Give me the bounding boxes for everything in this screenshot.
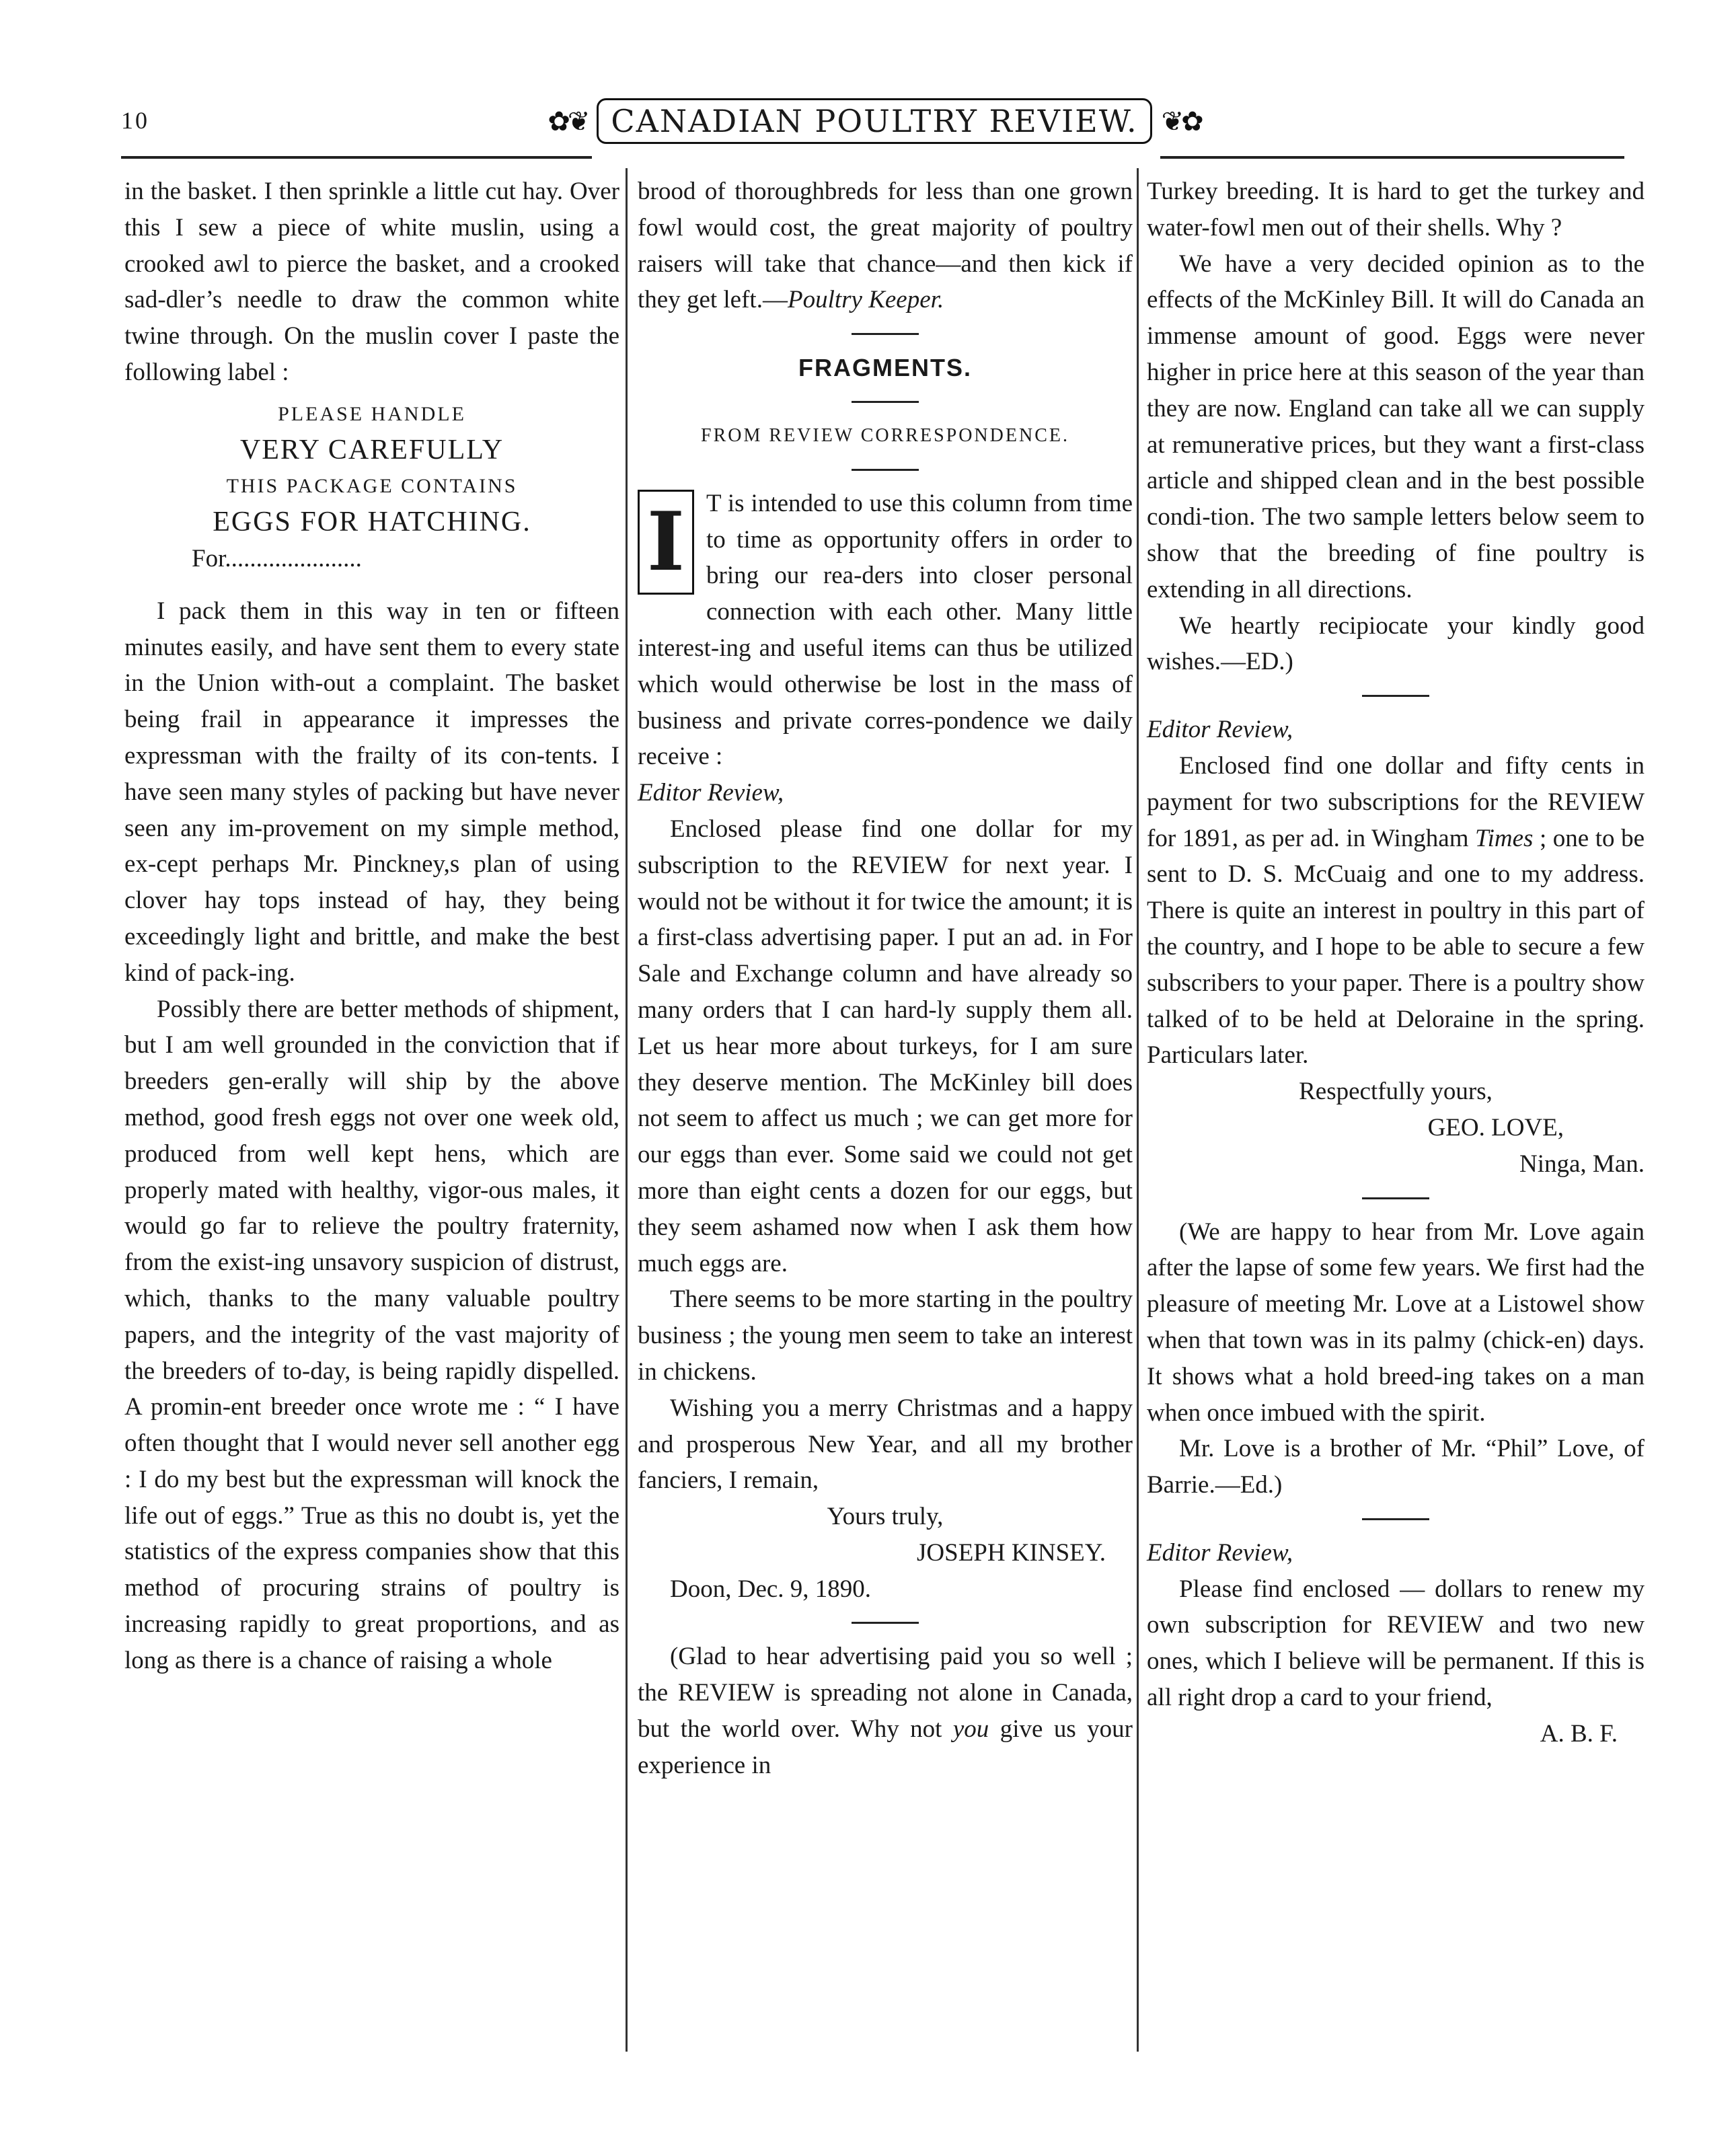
emphasis: Times (1475, 824, 1534, 852)
paragraph (638, 1639, 1133, 1783)
divider (1362, 695, 1429, 697)
salutation: Editor Review, (638, 779, 784, 807)
paragraph: (We are happy to hear from Mr. Love again after the lapse of some few years. We first had the pleasure of meeting Mr. Love at a Listowel show when that town was in its palmy (chick-en) days. It shows what a hold breed-ing takes on a man when once imbued with the spirit. (1147, 1218, 1645, 1427)
paragraph: T is intended to use this column from time to time as opportunity offers in order to bring our rea-ders into closer personal connection with each other. Many little interest-ing and useful items can thus be utilized which would otherwise be lost in the mass of business and private corres-pondence we daily receive : (638, 489, 1133, 771)
paragraph: Mr. Love is a brother of Mr. “Phil” Love, of Barrie.—Ed.) (1147, 1435, 1645, 1499)
column-3 (1147, 174, 1645, 1752)
paragraph-text: ; one to be sent to D. S. McCuaig and one to my address. There is quite an interest in poultry in this part of the country, and I hope to be able to secure a few subscribers to your paper. There is a poultry show talked of to be held at Deloraine in the spring. Particulars later. (1147, 824, 1645, 1070)
divider (852, 1622, 919, 1624)
label-line: THIS PACKAGE CONTAINS (226, 475, 518, 498)
label-line: EGGS FOR HATCHING. (213, 507, 531, 538)
divider (1362, 1518, 1429, 1520)
label-line: For...................... (192, 544, 362, 572)
label-line: VERY CAREFULLY (239, 434, 504, 465)
paragraph: Wishing you a merry Christmas and a happy and prosperous New Year, and all my brother fanciers, I remain, (638, 1394, 1133, 1495)
paragraph-text: (Glad to hear advertising paid you so well ; the REVIEW is spreading not alone in Canada, but the world over. Why not (638, 1643, 1133, 1744)
closing: Respectfully yours, (1299, 1078, 1493, 1106)
paragraph (1147, 748, 1645, 1074)
paragraph (638, 174, 1133, 318)
header-rule-left (121, 156, 592, 159)
column-divider-2 (1137, 168, 1139, 2052)
paragraph: in the basket. I then sprinkle a little cut hay. Over this I sew a piece of white muslin, using a crooked awl to pierce the basket, and a crooked sad-dler’s needle to draw the common white twine through. On the muslin cover I paste the following label : (124, 178, 619, 386)
divider (852, 333, 919, 335)
paragraph: We heartly recipiocate your kindly good wishes.—ED.) (1147, 611, 1645, 676)
paragraph-text: Enclosed find one dollar and fifty cents in payment for two subscriptions for the REVIEW for 1891, as per ad. in Wingham (1147, 751, 1645, 852)
ornament-left-icon: ✿❦ (548, 106, 588, 137)
closing: Yours truly, (827, 1503, 944, 1531)
initials: A. B. F. (1540, 1719, 1618, 1748)
masthead-title: CANADIAN POULTRY REVIEW. (597, 98, 1152, 144)
section-subheading: FROM REVIEW CORRESPONDENCE. (701, 424, 1069, 446)
paragraph: Possibly there are better methods of shipment, but I am well grounded in the conviction that if breeders gen-erally will ship by the above method, good fresh eggs not over one week old, produced from well kept hens, which are properly mated with healthy, vigor-ous males, it would go far to relieve the poultry fraternity, from the exist-ing unsavory suspicion of distrust, which, thanks to the many valuable poultry papers, and the integrity of the vast majority of the breeders of to-day, is being rapidly dispelled. A promin-ent breeder once wrote me : “ I have often thought that I would never sell another egg : I do my best but the expressman will knock the life out of eggs.” True as this no doubt is, yet the statistics of the express companies show that this method of procuring strains of poultry is increasing rapidly to great proportions, and as long as there is a chance of raising a whole (124, 995, 619, 1674)
divider (852, 469, 919, 471)
paragraph-text: give us your experience in (638, 1715, 1133, 1779)
column-1 (124, 174, 619, 1679)
divider (1362, 1197, 1429, 1199)
label-line: PLEASE HANDLE (278, 402, 466, 425)
salutation: Editor Review, (1147, 716, 1293, 744)
paragraph-text: brood of thoroughbreds for less than one grown fowl would cost, the great majority of poultry raisers will take that chance—and then kick if they get left.— (638, 178, 1133, 314)
divider (852, 401, 919, 403)
paragraph: Enclosed please find one dollar for my subscription to the REVIEW for next year. I would not be without it for twice the amount; it is a first-class advertising paper. I put an ad. in For Sale and Exchange column and have already so many orders that I can hard-ly supply them all. Let us hear more about turkeys, for I am sure they deserve mention. The McKinley bill does not seem to affect us much ; we can get more for our eggs than ever. Some said we could not get more than eight cents a dozen for our eggs, but they seem ashamed now when I ask them how much eggs are. (638, 815, 1133, 1277)
page-number: 10 (121, 107, 149, 134)
intro-paragraph (638, 486, 1133, 775)
signature: JOSEPH KINSEY. (917, 1538, 1106, 1567)
paragraph: Turkey breeding. It is hard to get the turkey and water-fowl men out of their shells. Why ? (1147, 178, 1645, 241)
header-rule-right (1160, 156, 1624, 159)
dateline: Doon, Dec. 9, 1890. (670, 1575, 872, 1603)
section-heading: FRAGMENTS. (798, 354, 972, 382)
drop-cap: I (638, 490, 694, 595)
paragraph: Please find enclosed — dollars to renew my own subscription for REVIEW and two new ones, which I believe will be permanent. If this is all right drop a card to your friend, (1147, 1575, 1645, 1712)
paragraph: There seems to be more starting in the poultry business ; the young men seem to take an interest in chickens. (638, 1285, 1133, 1386)
column-divider-1 (626, 168, 628, 2052)
emphasis: you (952, 1715, 989, 1744)
paragraph: I pack them in this way in ten or fifteen minutes easily, and have sent them to every state in the Union with-out a complaint. The basket being frail in appearance it impresses the expressman with the frailty of its con-tents. I have seen many styles of packing but have never seen any im-provement on my simple method, ex-cept perhaps Mr. Pinckney,s plan of using clover hay tops instead of hay, they being exceedingly light and brittle, and make the best kind of pack-ing. (124, 597, 619, 987)
source-credit: Poultry Keeper. (787, 286, 944, 314)
masthead (548, 94, 1201, 148)
ornament-right-icon: ❦✿ (1161, 106, 1201, 137)
salutation: Editor Review, (1147, 1538, 1293, 1567)
signature-place: Ninga, Man. (1519, 1150, 1645, 1178)
signature: GEO. LOVE, (1427, 1113, 1564, 1142)
paragraph: We have a very decided opinion as to the effects of the McKinley Bill. It will do Canada an immense amount of good. Eggs were never higher in price here at this season of the year than they are now. England can take all we can supply at remunerative prices, but they want a first-class article and shipped clean and in the best possible condi-tion. The two sample letters below seem to show that the breeding of fine poultry is extending in all directions. (1147, 250, 1645, 603)
column-2 (638, 174, 1133, 1784)
